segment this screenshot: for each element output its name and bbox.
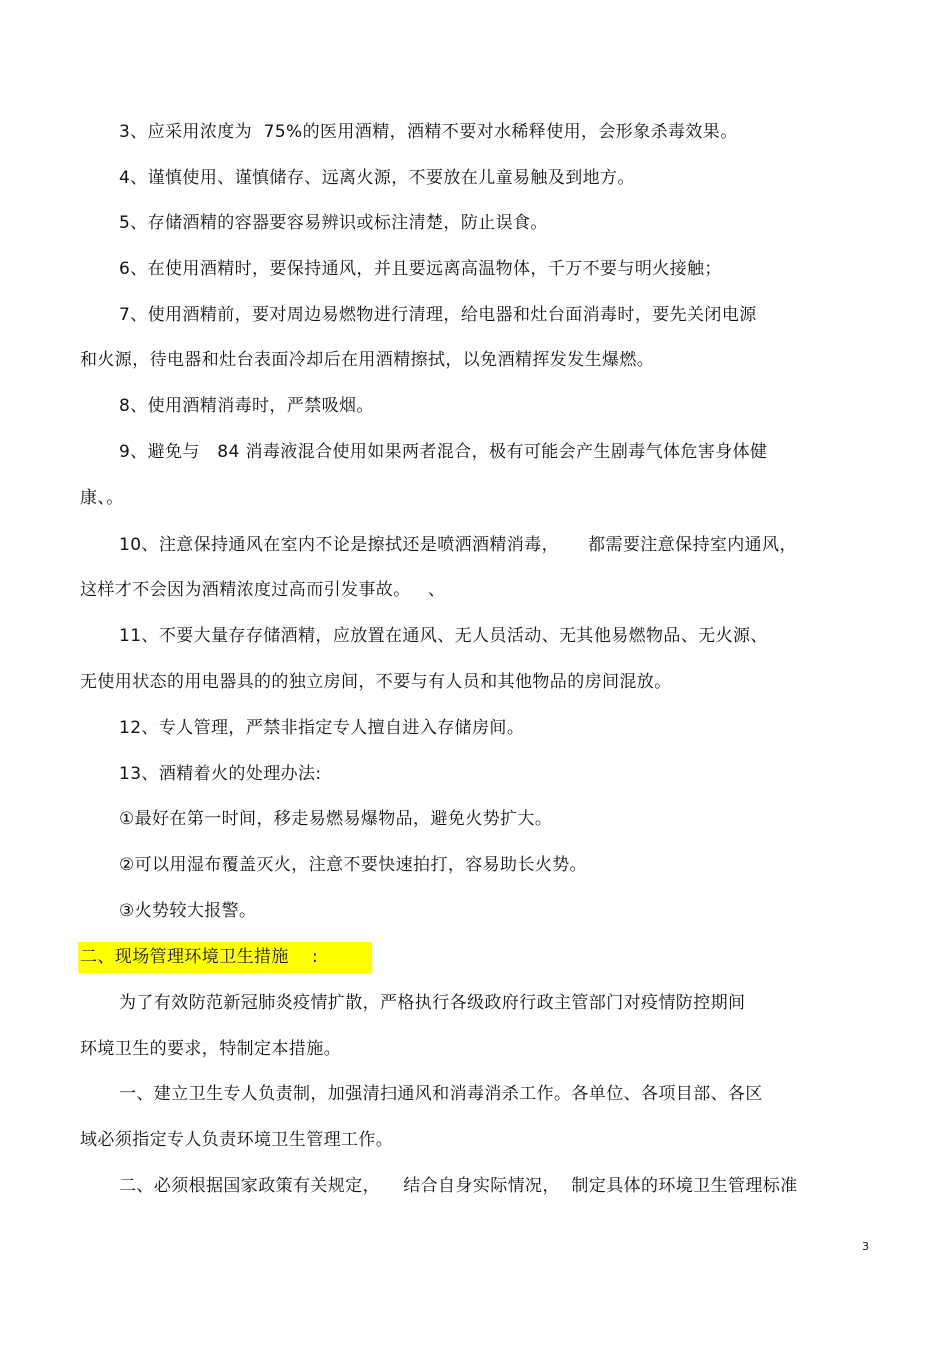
item-7: 7、使用酒精前，要对周边易燃物进行清理，给电器和灶台面消毒时，要先关闭电源 — [119, 305, 757, 325]
intro-paragraph-cont: 环境卫生的要求，特制定本措施。 — [80, 1039, 341, 1059]
measure-1-cont: 域必须指定专人负责环境卫生管理工作。 — [80, 1130, 394, 1150]
item-9-cont: 康、。 — [80, 488, 124, 508]
item-7-cont: 和火源，待电器和灶台表面冷却后在用酒精擦拭，以免酒精挥发发生爆燃。 — [80, 350, 655, 370]
item-11-cont: 无使用状态的用电器具的的独立房间，不要与有人员和其他物品的房间混放。 — [80, 672, 672, 692]
intro-paragraph: 为了有效防范新冠肺炎疫情扩散，严格执行各级政府行政主管部门对疫情防控期间 — [119, 993, 746, 1013]
item-4: 4、谨慎使用、谨慎储存、远离火源，不要放在儿童易触及到地方。 — [119, 168, 635, 188]
measure-1: 一、建立卫生专人负责制，加强清扫通风和消毒消杀工作。各单位、各项目部、各区 — [119, 1084, 763, 1104]
item-3: 3、应采用浓度为 75%的医用酒精，酒精不要对水稀释使用，会形象杀毒效果。 — [119, 122, 738, 142]
item-6: 6、在使用酒精时，要保持通风，并且要远离高温物体，千万不要与明火接触； — [119, 259, 722, 279]
section-heading: 二、现场管理环境卫生措施 : — [80, 947, 319, 967]
item-13: 13、酒精着火的处理办法: — [119, 764, 322, 784]
measure-2: 二、必须根据国家政策有关规定， 结合自身实际情况， 制定具体的环境卫生管理标准 — [119, 1176, 798, 1196]
page-number: 3 — [862, 1240, 869, 1253]
sub-item-1: ①最好在第一时间，移走易燃易爆物品，避免火势扩大。 — [119, 809, 553, 829]
item-10-cont: 这样才不会因为酒精浓度过高而引发事故。 、 — [80, 580, 446, 600]
item-9: 9、避免与 84 消毒液混合使用如果两者混合，极有可能会产生剧毒气体危害身体健 — [119, 442, 768, 462]
item-5: 5、存储酒精的容器要容易辨识或标注清楚，防止误食。 — [119, 213, 548, 233]
item-12: 12、专人管理，严禁非指定专人擅自进入存储房间。 — [119, 718, 525, 738]
item-10: 10、注意保持通风在室内不论是擦拭还是喷洒酒精消毒， 都需要注意保持室内通风， — [119, 535, 797, 555]
item-11: 11、不要大量存存储酒精，应放置在通风、无人员活动、无其他易燃物品、无火源、 — [119, 626, 768, 646]
item-8: 8、使用酒精消毒时，严禁吸烟。 — [119, 396, 374, 416]
sub-item-2: ②可以用湿布覆盖灭火，注意不要快速拍打，容易助长火势。 — [119, 855, 588, 875]
sub-item-3: ③火势较大报警。 — [119, 901, 257, 921]
